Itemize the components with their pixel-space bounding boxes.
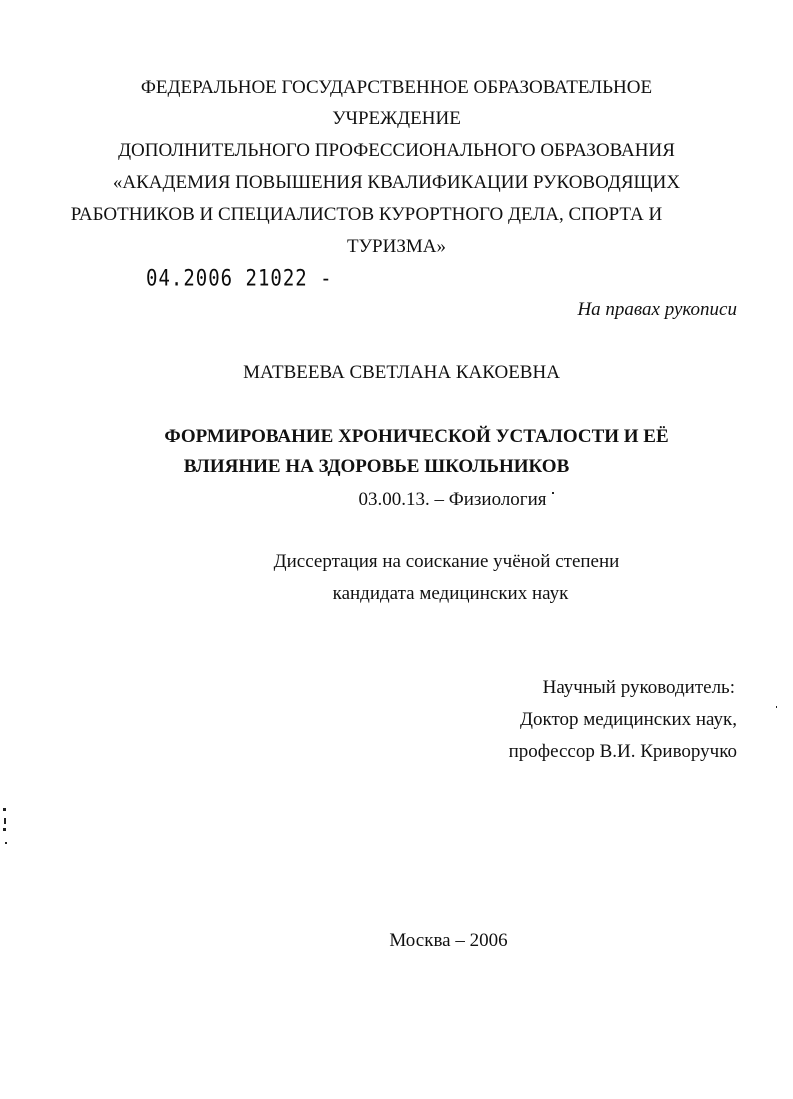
author-name: МАТВЕЕВА СВЕТЛАНА КАКОЕВНА: [243, 362, 560, 383]
specialty-code: 03.00.13. – Физиология: [358, 489, 547, 510]
supervisor-name: профессор В.И. Криворучко: [508, 741, 737, 762]
scan-speck: [3, 808, 6, 811]
institution-line-5: РАБОТНИКОВ И СПЕЦИАЛИСТОВ КУРОРТНОГО ДЕЛА, СПОРТА И: [70, 204, 663, 225]
thesis-title-line-2: ВЛИЯНИЕ НА ЗДОРОВЬЕ ШКОЛЬНИКОВ: [183, 456, 570, 477]
institution-line-6: ТУРИЗМА»: [347, 236, 446, 257]
degree-line-1: Диссертация на соискание учёной степени: [273, 551, 620, 572]
supervisor-label: Научный руководитель:: [542, 677, 735, 698]
registration-number: 04.2006 21022: [146, 266, 308, 292]
institution-line-1: ФЕДЕРАЛЬНОЕ ГОСУДАРСТВЕННОЕ ОБРАЗОВАТЕЛЬНОЕ: [140, 77, 653, 98]
scan-speck: [4, 818, 6, 824]
institution-line-3: ДОПОЛНИТЕЛЬНОГО ПРОФЕССИОНАЛЬНОГО ОБРАЗОВАНИЯ: [118, 140, 675, 161]
registration-stamp: [146, 266, 333, 291]
institution-line-2: УЧРЕЖДЕНИЕ: [332, 108, 461, 129]
supervisor-degree: Доктор медицинских наук,: [520, 709, 737, 730]
scan-speck: [776, 706, 777, 708]
scan-speck: [552, 492, 554, 494]
institution-line-4: «АКАДЕМИЯ ПОВЫШЕНИЯ КВАЛИФИКАЦИИ РУКОВОДЯЩИХ: [112, 172, 681, 193]
degree-line-2: кандидата медицинских наук: [332, 583, 569, 604]
stamp-mark: -: [307, 266, 333, 292]
manuscript-note: На правах рукописи: [577, 299, 737, 320]
scan-speck: [5, 842, 7, 844]
scan-speck: [3, 828, 6, 831]
thesis-title-line-1: ФОРМИРОВАНИЕ ХРОНИЧЕСКОЙ УСТАЛОСТИ И ЕЁ: [164, 426, 669, 447]
place-and-year: Москва – 2006: [389, 930, 508, 951]
